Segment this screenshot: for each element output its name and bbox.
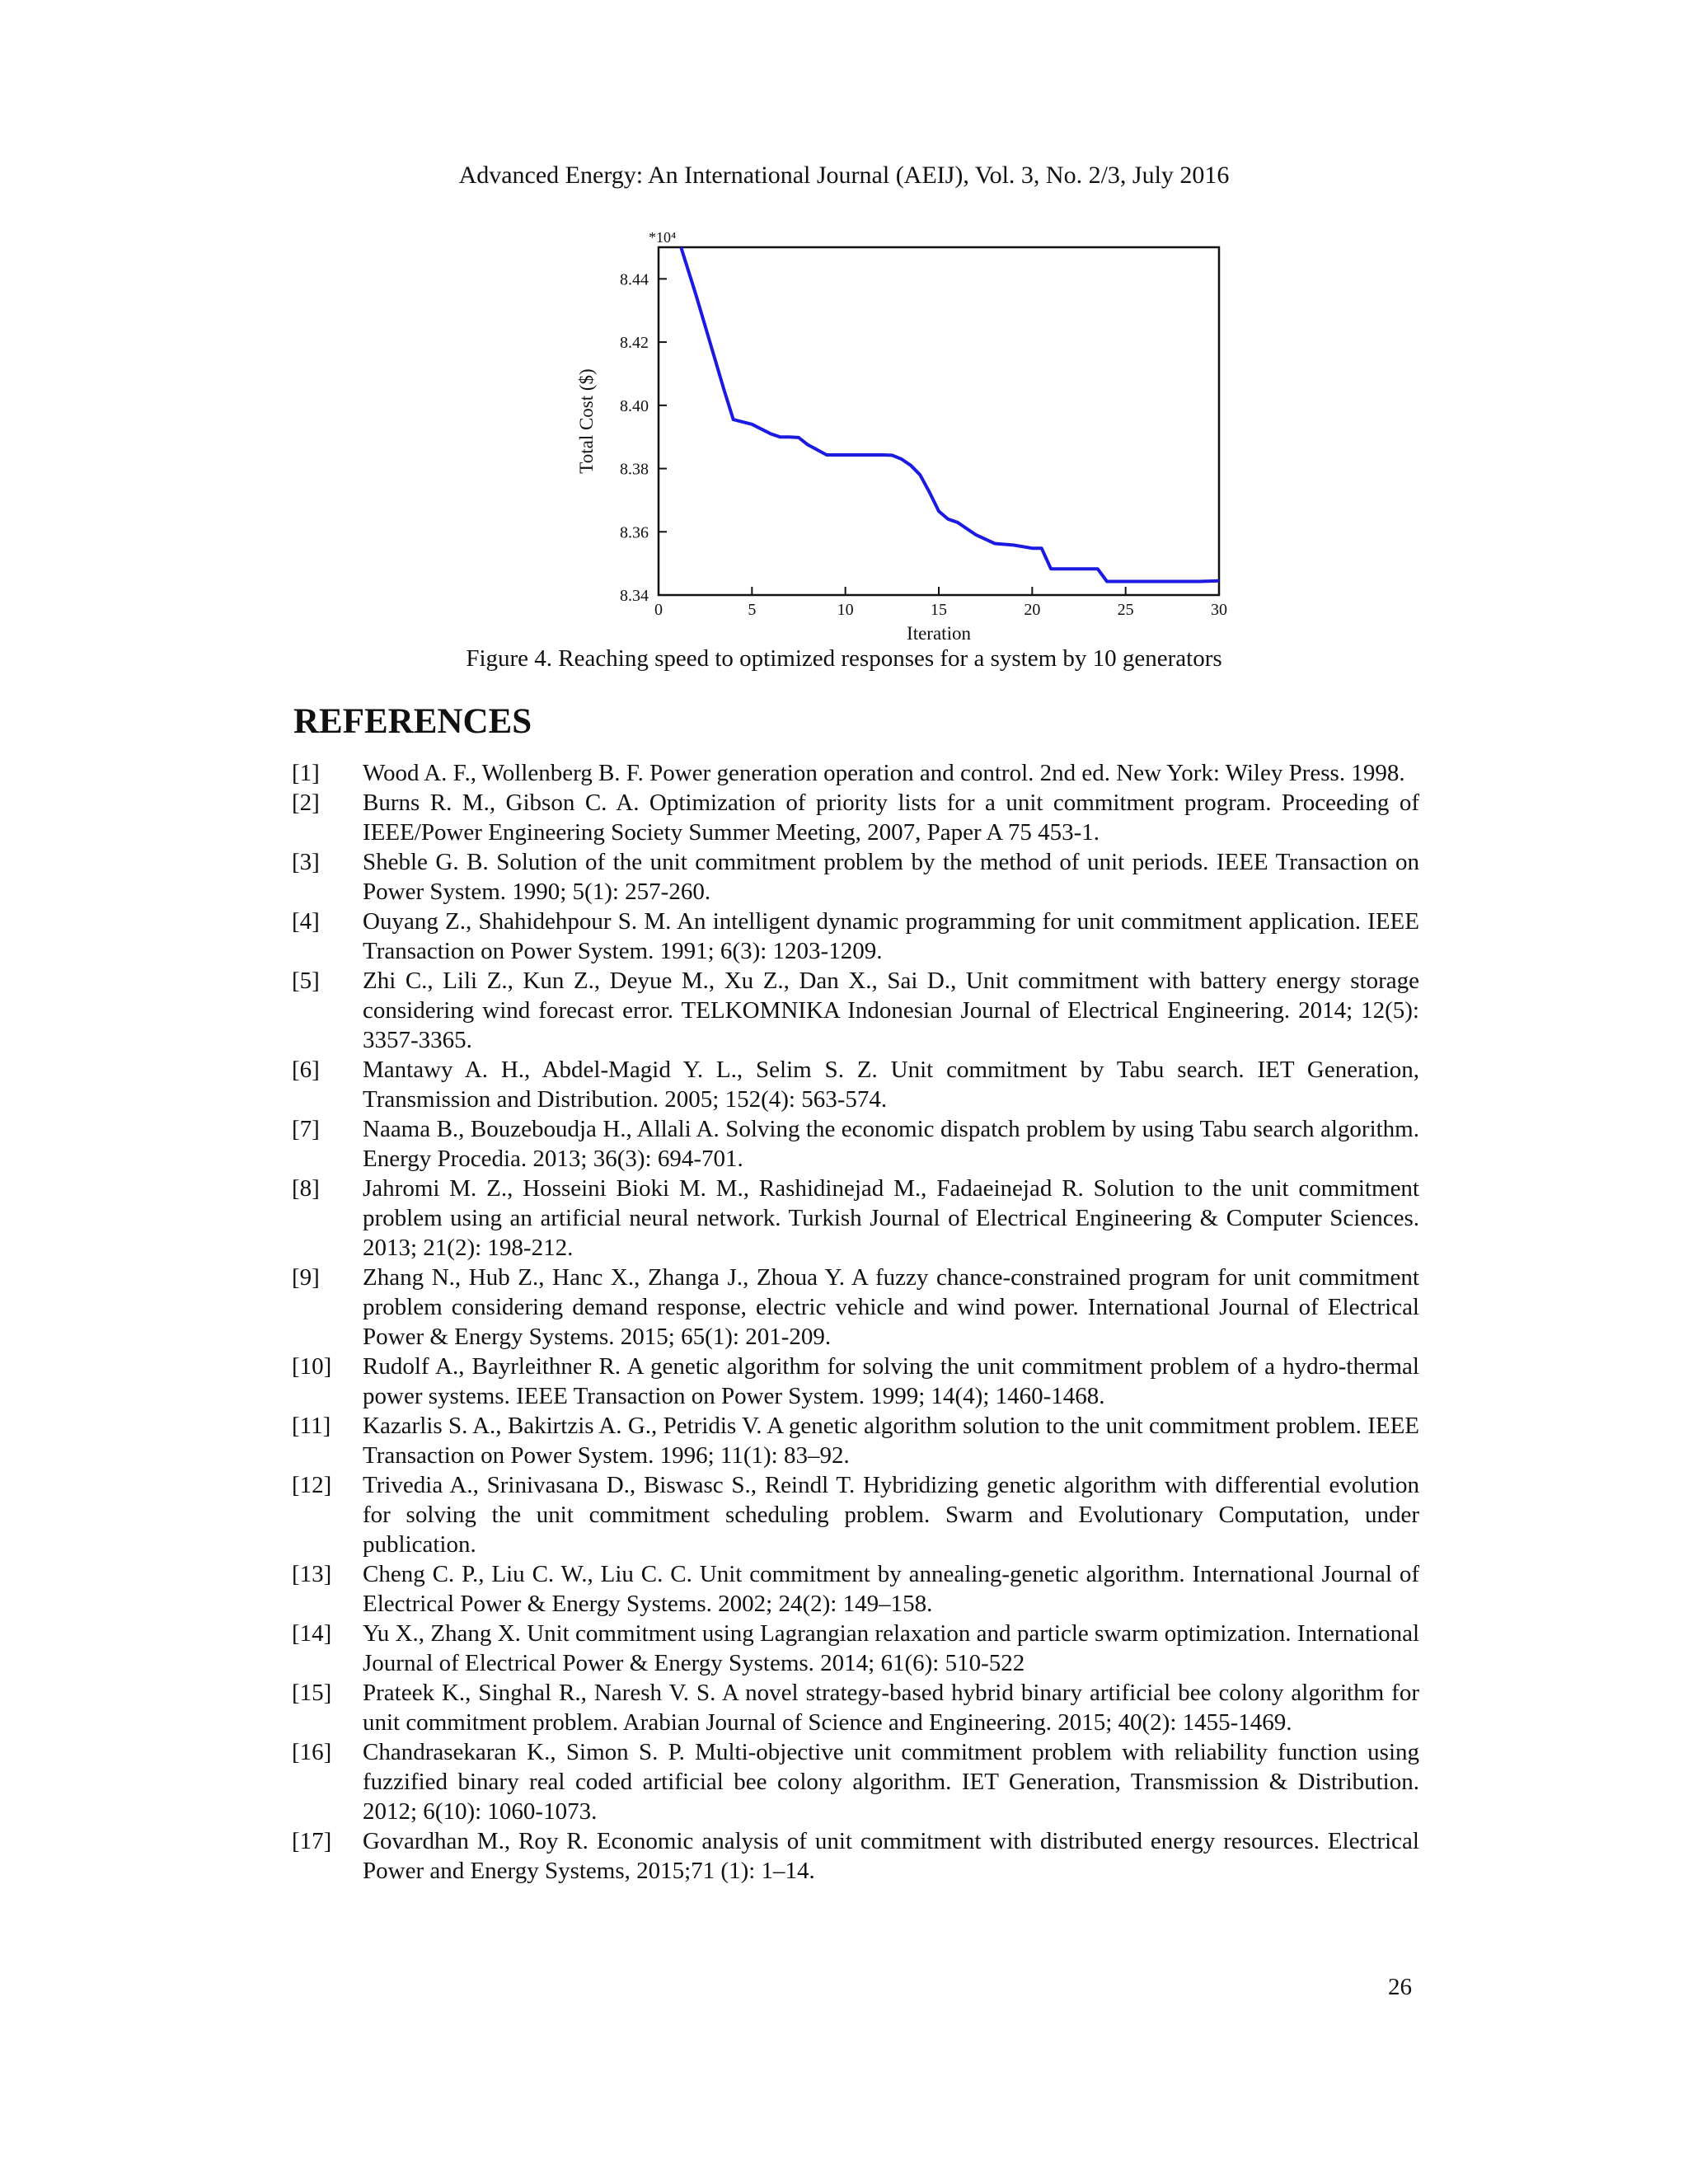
- reference-item: [292, 1174, 1419, 1263]
- reference-number: [8]: [292, 1175, 320, 1202]
- reference-item: [292, 1352, 1419, 1411]
- x-tick-label: 0: [654, 601, 663, 619]
- references-heading: REFERENCES: [293, 702, 532, 741]
- y-tick-label: 8.34: [620, 587, 649, 605]
- reference-item: [292, 847, 1419, 907]
- reference-number: [9]: [292, 1264, 320, 1291]
- reference-text: Cheng C. P., Liu C. W., Liu C. C. Unit commitment by annealing-genetic algorithm. International Journal of Electrical Power & Energy Systems. 2002; 24(2): 149–158.: [363, 1561, 1419, 1617]
- reference-number: [6]: [292, 1057, 320, 1083]
- reference-text: Trivedia A., Srinivasana D., Biswasc S., Reindl T. Hybridizing genetic algorithm with differential evolution for solving the unit commitment scheduling problem. Swarm and Evolutionary Computation, under publication.: [363, 1472, 1419, 1558]
- reference-number: [13]: [292, 1561, 332, 1587]
- y-axis-label: Total Cost ($): [576, 368, 597, 474]
- reference-number: [1]: [292, 760, 320, 786]
- reference-item: [292, 1263, 1419, 1352]
- x-tick-label: 20: [1024, 601, 1041, 619]
- reference-text: Govardhan M., Roy R. Economic analysis of unit commitment with distributed energy resources. Electrical Power and Energy Systems, 2015;71 (1): 1–14.: [363, 1828, 1419, 1884]
- x-tick-label: 10: [837, 601, 854, 619]
- reference-number: [16]: [292, 1739, 332, 1765]
- reference-text: Prateek K., Singhal R., Naresh V. S. A novel strategy-based hybrid binary artificial bee colony algorithm for unit commitment problem. Arabian Journal of Science and Engineering. 2015; 40(2): 1455-1469.: [363, 1680, 1419, 1736]
- reference-number: [4]: [292, 908, 320, 935]
- reference-item: [292, 907, 1419, 966]
- x-axis-label: Iteration: [907, 623, 971, 643]
- reference-number: [5]: [292, 968, 320, 994]
- reference-text: Mantawy A. H., Abdel-Magid Y. L., Selim S. Z. Unit commitment by Tabu search. IET Generation, Transmission and Distribution. 2005; 152(4): 563-574.: [363, 1057, 1419, 1113]
- y-tick-label: 8.44: [620, 270, 649, 289]
- x-tick-label: 5: [748, 601, 757, 619]
- series-line: [681, 247, 1219, 582]
- reference-number: [2]: [292, 790, 320, 816]
- reference-number: [7]: [292, 1116, 320, 1142]
- reference-text: Ouyang Z., Shahidehpour S. M. An intelligent dynamic programming for unit commitment application. IEEE Transaction on Power System. 1991; 6(3): 1203-1209.: [363, 908, 1419, 964]
- x-tick-label: 15: [931, 601, 947, 619]
- figure-caption: Figure 4. Reaching speed to optimized responses for a system by 10 generators: [466, 645, 1222, 672]
- reference-item: [292, 1737, 1419, 1826]
- journal-header: Advanced Energy: An International Journal (AEIJ), Vol. 3, No. 2/3, July 2016: [458, 162, 1230, 189]
- reference-text: Naama B., Bouzeboudja H., Allali A. Solving the economic dispatch problem by using Tabu search algorithm. Energy Procedia. 2013; 36(3): 694-701.: [363, 1116, 1419, 1172]
- reference-text: Chandrasekaran K., Simon S. P. Multi-objective unit commitment problem with reliability function using fuzzified binary real coded artificial bee colony algorithm. IET Generation, Transmission & Distribution. 2012; 6(10): 1060-1073.: [363, 1739, 1419, 1825]
- reference-item: [292, 966, 1419, 1055]
- y-tick-label: 8.40: [620, 396, 649, 415]
- reference-item: [292, 1055, 1419, 1114]
- reference-item: [292, 1559, 1419, 1619]
- reference-text: Yu X., Zhang X. Unit commitment using Lagrangian relaxation and particle swarm optimization. International Journal of Electrical Power & Energy Systems. 2014; 61(6): 510-522: [363, 1620, 1419, 1676]
- reference-number: [10]: [292, 1353, 332, 1380]
- reference-number: [14]: [292, 1620, 332, 1647]
- page-number: 26: [1388, 1974, 1412, 2000]
- reference-text: Wood A. F., Wollenberg B. F. Power generation operation and control. 2nd ed. New York: Wiley Press. 1998.: [363, 760, 1405, 786]
- reference-number: [15]: [292, 1680, 332, 1706]
- reference-text: Zhi C., Lili Z., Kun Z., Deyue M., Xu Z., Dan X., Sai D., Unit commitment with battery energy storage considering wind forecast error. TELKOMNIKA Indonesian Journal of Electrical Engineering. 2014; 12(5): 3357-3365.: [363, 968, 1419, 1053]
- y-tick-label: 8.42: [620, 334, 649, 353]
- reference-item: [292, 788, 1419, 847]
- reference-item: [292, 758, 1419, 788]
- y-multiplier-label: *10⁴: [649, 229, 677, 246]
- reference-number: [3]: [292, 849, 320, 875]
- reference-item: [292, 1411, 1419, 1470]
- reference-list: [292, 758, 1419, 1886]
- reference-text: Kazarlis S. A., Bakirtzis A. G., Petridis V. A genetic algorithm solution to the unit commitment problem. IEEE Transaction on Power System. 1996; 11(1): 83–92.: [363, 1413, 1419, 1469]
- reference-text: Rudolf A., Bayrleithner R. A genetic algorithm for solving the unit commitment problem of a hydro-thermal power systems. IEEE Transaction on Power System. 1999; 14(4); 1460-1468.: [363, 1353, 1419, 1409]
- y-tick-label: 8.38: [620, 460, 649, 479]
- reference-text: Jahromi M. Z., Hosseini Bioki M. M., Rashidinejad M., Fadaeinejad R. Solution to the unit commitment problem using an artificial neural network. Turkish Journal of Electrical Engineering & Computer Sciences. 2013; 21(2): 198-212.: [363, 1175, 1419, 1261]
- reference-item: [292, 1619, 1419, 1678]
- reference-text: Sheble G. B. Solution of the unit commitment problem by the method of unit periods. IEEE Transaction on Power System. 1990; 5(1): 257-260.: [363, 849, 1419, 905]
- x-tick-label: 30: [1211, 601, 1227, 619]
- reference-number: [17]: [292, 1828, 332, 1854]
- y-tick-label: 8.36: [620, 523, 649, 542]
- reference-item: [292, 1678, 1419, 1737]
- reference-number: [11]: [292, 1413, 331, 1439]
- convergence-chart: [560, 223, 1253, 643]
- reference-item: [292, 1470, 1419, 1559]
- reference-number: [12]: [292, 1472, 332, 1498]
- x-tick-label: 25: [1117, 601, 1134, 619]
- reference-text: Zhang N., Hub Z., Hanc X., Zhanga J., Zhoua Y. A fuzzy chance-constrained program for unit commitment problem considering demand response, electric vehicle and wind power. International Journal of Electrical Power & Energy Systems. 2015; 65(1): 201-209.: [363, 1264, 1419, 1350]
- reference-item: [292, 1826, 1419, 1886]
- reference-text: Burns R. M., Gibson C. A. Optimization of priority lists for a unit commitment program. Proceeding of IEEE/Power Engineering Society Summer Meeting, 2007, Paper A 75 453-1.: [363, 790, 1419, 846]
- reference-item: [292, 1114, 1419, 1174]
